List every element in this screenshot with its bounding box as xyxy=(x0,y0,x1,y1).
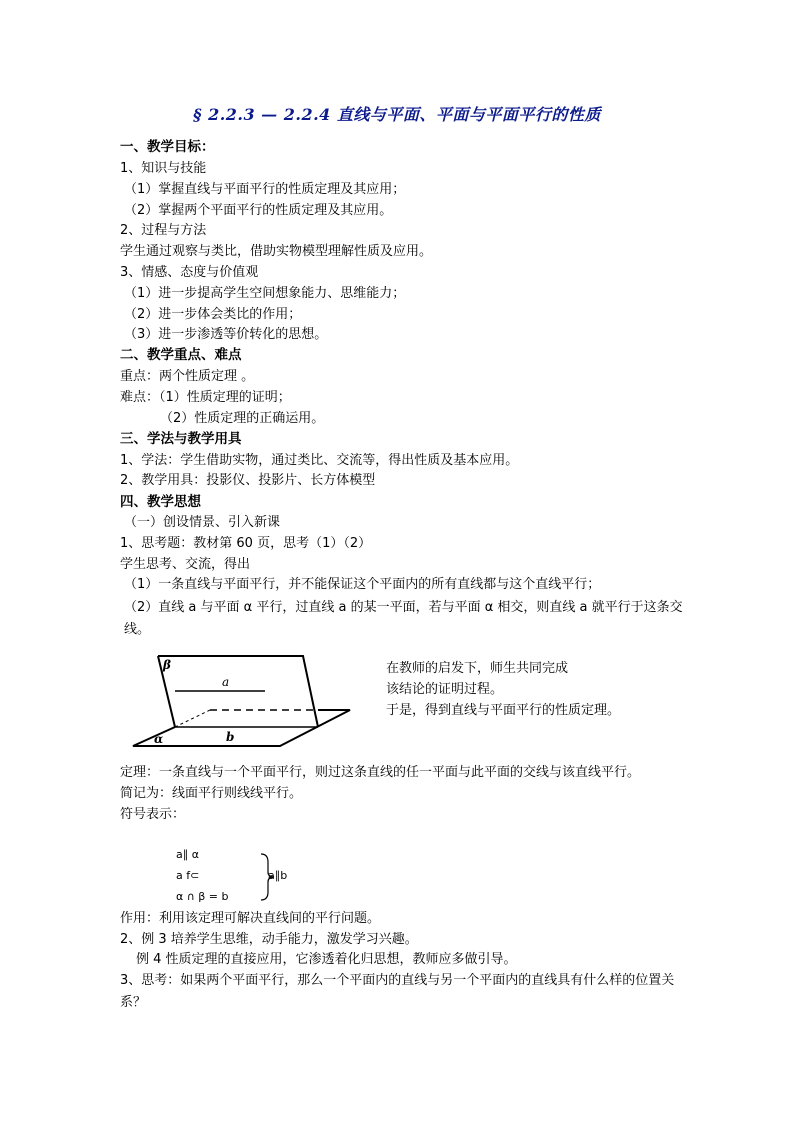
side-text-line: 该结论的证明过程。 xyxy=(386,682,504,697)
theorem-statement: 定理：一条直线与一个平面平行，则过这条直线的任一平面与此平面的交线与该直线平行。 xyxy=(120,765,641,780)
text-line: 重点：两个性质定理 。 xyxy=(120,369,255,384)
text-line: 学生通过观察与类比，借助实物模型理解性质及应用。 xyxy=(120,244,433,259)
text-line: 3、情感、态度与价值观 xyxy=(120,265,259,280)
symbol-line: α ∩ β = b xyxy=(176,890,229,903)
symbol-line: a∥ α xyxy=(176,848,199,861)
label-beta: β xyxy=(163,658,171,672)
text-line: （2）掌握两个平面平行的性质定理及其应用。 xyxy=(124,203,393,218)
text-line: （2）性质定理的正确运用。 xyxy=(160,411,325,426)
symbol-line: a f⊂ xyxy=(176,869,200,882)
theorem-short: 简记为：线面平行则线线平行。 xyxy=(120,786,303,801)
label-alpha: α xyxy=(154,732,164,746)
text-paragraph: 3、思考：如果两个平面平行，那么一个平面内的直线与另一个平面内的直线具有什么样的位置关系？ xyxy=(120,973,675,1010)
side-text-line: 在教师的启发下，师生共同完成 xyxy=(386,661,569,676)
plane-alpha-outline xyxy=(133,710,350,746)
text-line: （1）一条直线与平面平行，并不能保证这个平面内的所有直线都与这个直线平行； xyxy=(124,577,601,592)
section-heading-methods: 三、学法与教学用具 xyxy=(120,431,242,447)
text-line: 2、过程与方法 xyxy=(120,223,207,238)
text-line: 2、例 3 培养学生思维，动手能力，激发学习兴趣。 xyxy=(120,932,418,947)
text-line: （2）进一步体会类比的作用； xyxy=(124,307,302,322)
text-line: 学生思考、交流，得出 xyxy=(120,557,251,572)
section-heading-teaching: 四、教学思想 xyxy=(120,494,201,510)
page-title: § 2.2.3 — 2.2.4 直线与平面、平面与平面平行的性质 xyxy=(193,105,601,124)
text-line: （一）创设情景、引入新课 xyxy=(124,515,281,530)
hidden-edge-diag xyxy=(175,710,210,727)
label-b: b xyxy=(226,730,235,744)
side-text-line: 于是，得到直线与平面平行的性质定理。 xyxy=(386,703,621,718)
section-heading-keypoints: 二、教学重点、难点 xyxy=(120,347,242,363)
planes-figure xyxy=(130,652,355,752)
text-line: （3）进一步渗透等价转化的思想。 xyxy=(124,327,328,342)
text-line: （1）掌握直线与平面平行的性质定理及其应用； xyxy=(124,182,406,197)
section-heading-objectives: 一、教学目标： xyxy=(120,139,215,155)
text-line: 作用：利用该定理可解决直线间的平行问题。 xyxy=(120,911,381,926)
text-line: 2、教学用具：投影仪、投影片、长方体模型 xyxy=(120,473,376,488)
text-line: （1）进一步提高学生空间想象能力、思维能力； xyxy=(124,286,406,301)
label-a: a xyxy=(222,675,230,689)
text-line: 难点：（1）性质定理的证明； xyxy=(120,390,291,405)
text-paragraph: （2）直线 a 与平面 α 平行，过直线 a 的某一平面，若与平面 α 相交，则直线 a 就平行于这条交线。 xyxy=(124,600,683,637)
text-line: 例 4 性质定理的直接应用，它渗透着化归思想，教师应多做引导。 xyxy=(136,952,517,967)
text-line: 1、知识与技能 xyxy=(120,161,207,176)
symbol-label: 符号表示： xyxy=(120,807,186,822)
symbol-result: a∥b xyxy=(268,869,288,882)
text-line: 1、学法：学生借助实物，通过类比、交流等，得出性质及基本应用。 xyxy=(120,453,519,468)
text-line: 1、思考题：教材第 60 页，思考（1）（2） xyxy=(120,536,372,551)
